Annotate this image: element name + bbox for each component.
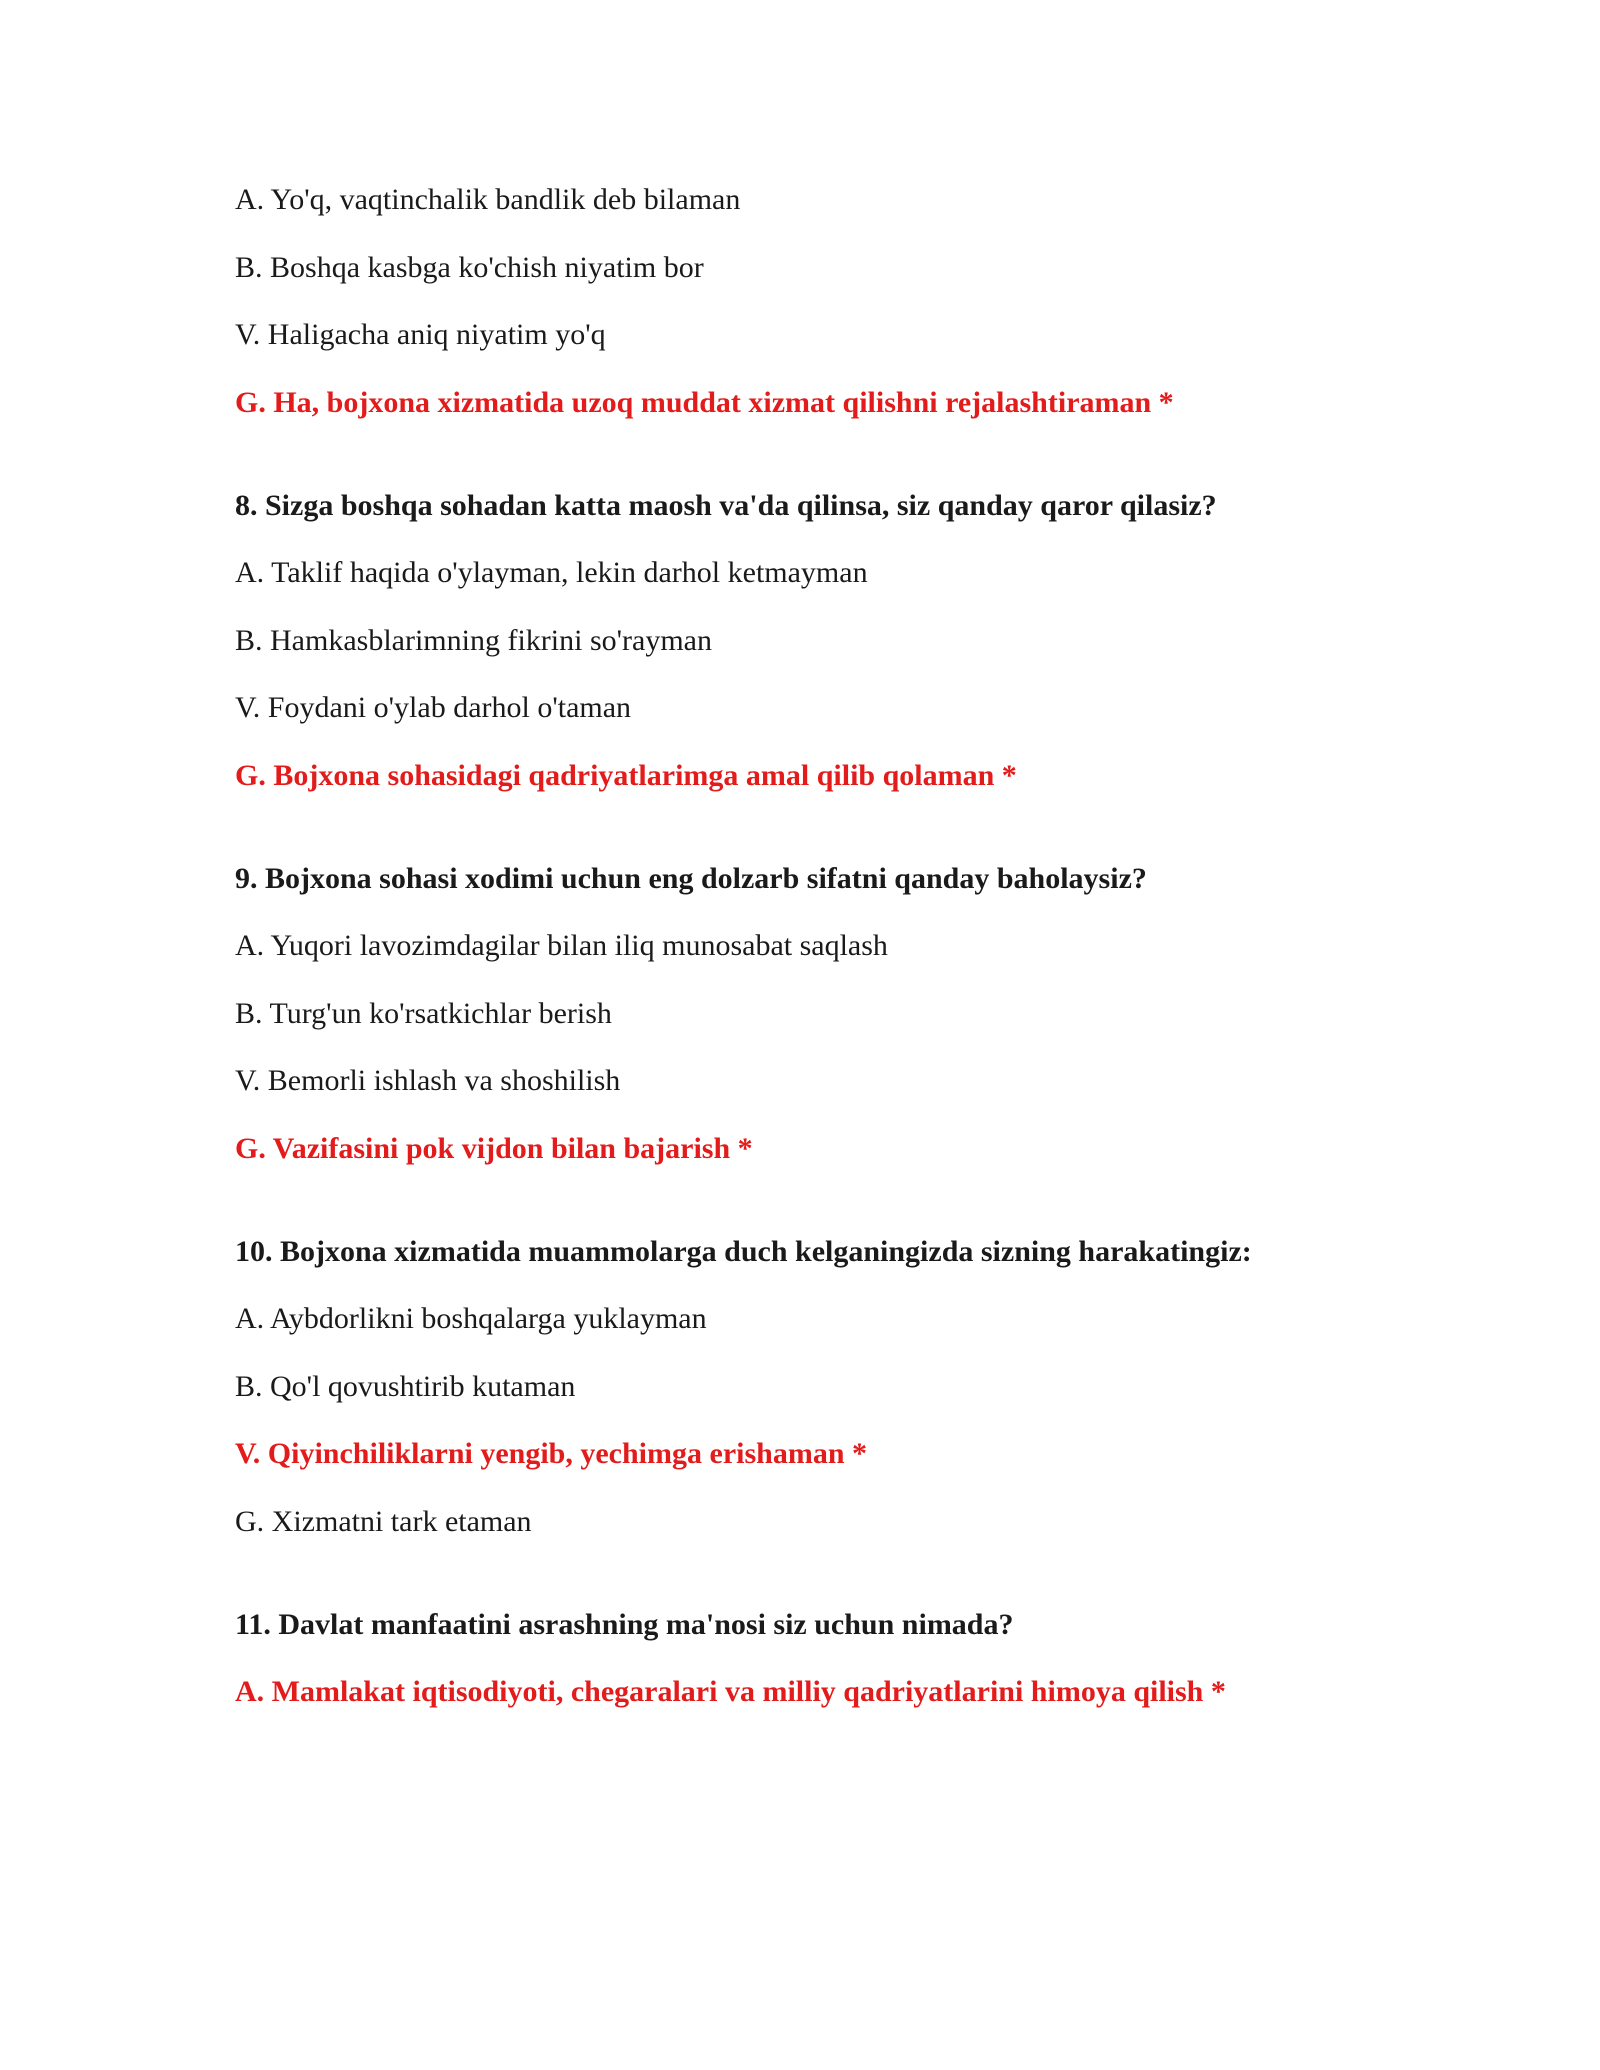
answer-option: B. Qo'l qovushtirib kutaman [235, 1369, 576, 1403]
answer-option-correct: G. Vazifasini pok vijdon bilan bajarish * [235, 1131, 753, 1165]
answer-option: A. Yuqori lavozimdagilar bilan iliq munosabat saqlash [235, 929, 888, 962]
question-text: 8. Sizga boshqa sohadan katta maosh va'da qilinsa, siz qanday qaror qilasiz? [235, 488, 1217, 522]
answer-option: B. Turg'un ko'rsatkichlar berish [235, 996, 612, 1030]
document-page [235, 182, 1435, 1742]
question-text: 10. Bojxona xizmatida muammolarga duch kelganingizda sizning harakatingiz: [235, 1234, 1252, 1268]
answer-option: A. Taklif haqida o'ylayman, lekin darhol ketmayman [235, 556, 868, 589]
question-block-8 [235, 488, 1435, 794]
answer-option: A. Yo'q, vaqtinchalik bandlik deb bilaman [235, 183, 741, 216]
answer-option-correct: G. Ha, bojxona xizmatida uzoq muddat xizmat qilishni rejalashtiraman * [235, 385, 1174, 419]
question-text: 11. Davlat manfaatini asrashning ma'nosi siz uchun nimada? [235, 1607, 1014, 1641]
answer-option-correct: A. Mamlakat iqtisodiyoti, chegaralari va milliy qadriyatlarini himoya qilish * [235, 1675, 1226, 1708]
answer-option: B. Boshqa kasbga ko'chish niyatim bor [235, 250, 704, 284]
question-block-10 [235, 1234, 1435, 1540]
answer-option-correct: V. Qiyinchiliklarni yengib, yechimga erishaman * [235, 1437, 868, 1470]
answer-option: V. Foydani o'ylab darhol o'taman [235, 691, 632, 724]
answer-option: V. Haligacha aniq niyatim yo'q [235, 318, 606, 351]
answer-option: B. Hamkasblarimning fikrini so'rayman [235, 623, 712, 657]
answer-option: A. Aybdorlikni boshqalarga yuklayman [235, 1302, 707, 1335]
answer-option: V. Bemorli ishlash va shoshilish [235, 1064, 621, 1097]
answer-option: G. Xizmatni tark etaman [235, 1504, 532, 1538]
answer-option-correct: G. Bojxona sohasidagi qadriyatlarimga amal qilib qolaman * [235, 758, 1017, 792]
question-text: 9. Bojxona sohasi xodimi uchun eng dolzarb sifatni qanday baholaysiz? [235, 861, 1147, 895]
question-block-7 [235, 182, 1435, 421]
question-block-9 [235, 861, 1435, 1167]
question-block-11 [235, 1607, 1435, 1711]
